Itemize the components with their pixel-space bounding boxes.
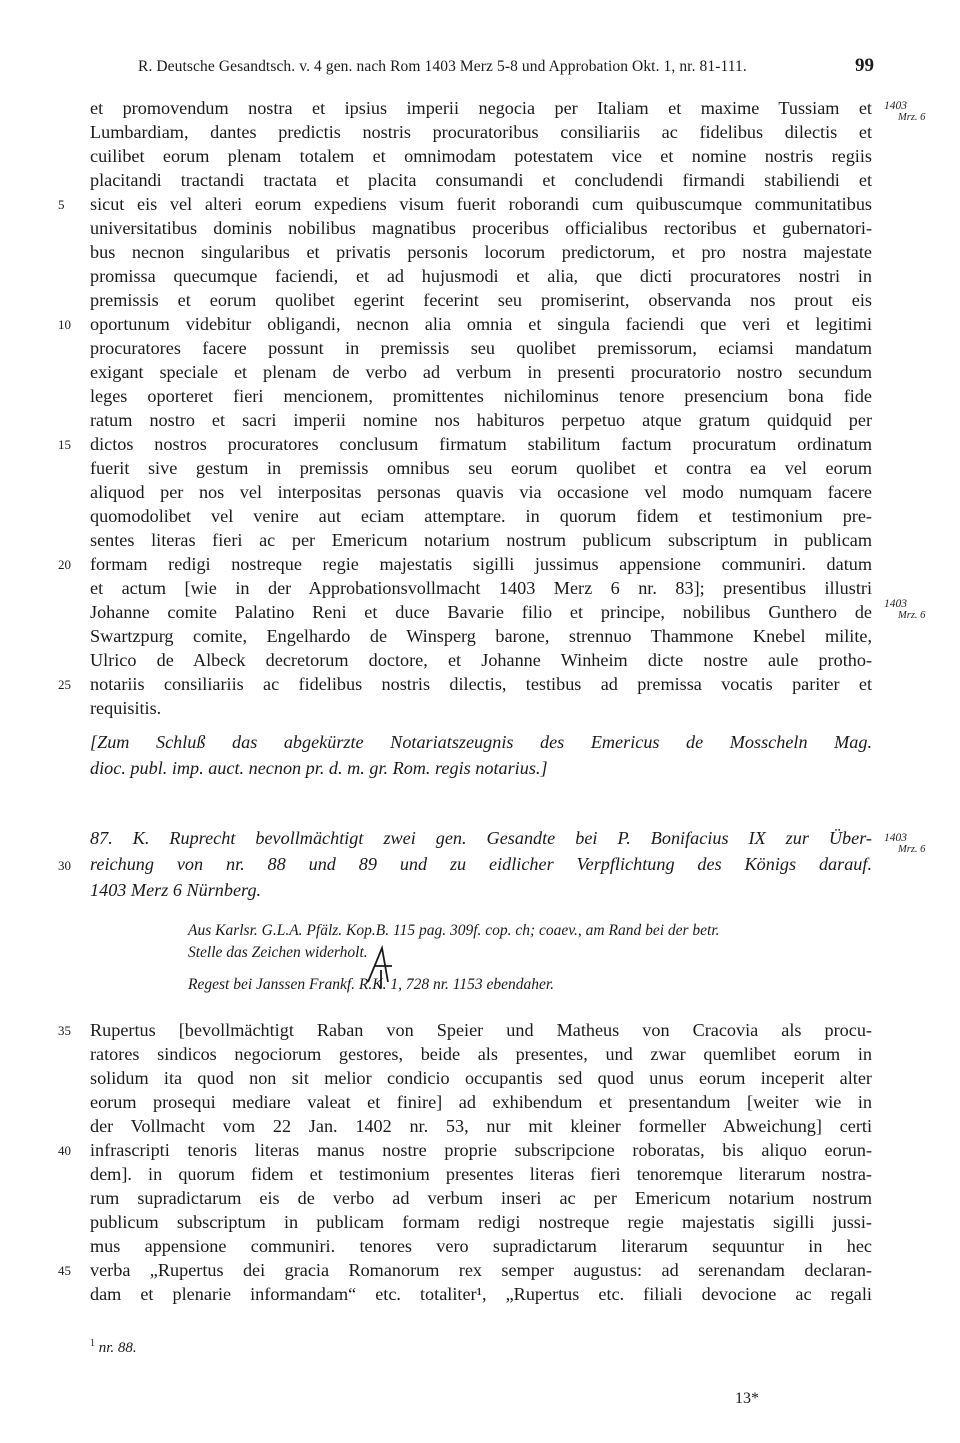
margin-year: 1403: [884, 598, 907, 610]
line-number: 30: [58, 858, 71, 873]
text-line: universitatibus dominis nobilibus magnatibus proceribus officialibus rectoribus et gubernatori-: [90, 218, 872, 238]
margin-year: 1403: [884, 100, 907, 112]
text-line: Swartzpurg comite, Engelhardo de Winsperg barone, strennuo Thammone Knebel milite,: [90, 626, 872, 646]
text-line: promissa quecumque faciendi, et ad hujusmodi et alia, que dicti procuratores nostri in: [90, 266, 872, 286]
text-line: solidum ita quod non sit melior condicio occupantis sed quod unus eorum inceperit alter: [90, 1068, 872, 1088]
text-line: et actum [wie in der Approbationsvollmacht 1403 Merz 6 nr. 83]; presentibus illustri: [90, 578, 872, 598]
text-line: mus appensione communiri. tenores vero supradictarum literarum sequuntur in hec: [90, 1236, 872, 1256]
doc-heading: 1403 Merz 6 Nürnberg.: [90, 880, 262, 900]
footnote-mark: 1: [90, 1338, 95, 1349]
line-number: 25: [58, 677, 71, 692]
text-line: aliquod per nos vel interpositas personas quavis via occasione vel modo numquam facere: [90, 482, 872, 502]
editorial-note: dioc. publ. imp. auct. necnon pr. d. m. gr. Rom. regis notarius.]: [90, 758, 548, 778]
text-line: et promovendum nostra et ipsius imperii negocia per Italiam et maxime Tussiam et: [90, 98, 872, 118]
line-number: 10: [58, 317, 71, 332]
text-line: dictos nostros procuratores conclusum firmatum stabilitum factum procuratum ordinatum: [90, 434, 872, 454]
text-line: Rupertus [bevollmächtigt Raban von Speier und Matheus von Cracovia als procu-: [90, 1020, 872, 1040]
text-line: infrascripti tenoris literas manus nostre proprie subscripcione roboratas, bis aliquo eorun-: [90, 1140, 872, 1160]
text-line: Lumbardiam, dantes predictis nostris procuratoribus consiliariis ac fidelibus dilectis et: [90, 122, 872, 142]
footnote: [90, 1338, 137, 1357]
line-number: 15: [58, 437, 71, 452]
text-line: quomodolibet vel venire aut eciam attemptare. in quorum fidem et testimonium pre-: [90, 506, 872, 526]
text-line: notariis consiliariis ac fidelibus nostris dilectis, testibus ad premissa vocatis pariter et: [90, 674, 872, 694]
text-line: ratores sindicos negociorum gestores, beide als presentes, und zwar quemlibet eorum in: [90, 1044, 872, 1064]
text-line: fuerit sive gestum in premissis omnibus seu eorum quolibet et contra ea vel eorum: [90, 458, 872, 478]
text-line: leges oporteret fieri mencionem, promittentes nichilominus tenore presencium bona fide: [90, 386, 872, 406]
text-line: sicut eis vel alteri eorum expediens visum fuerit roborandi cum quibuscumque communitatibus: [90, 194, 872, 214]
margin-date: Mrz. 6: [898, 112, 926, 123]
printer-signature: 13*: [735, 1390, 759, 1407]
margin-date-note: [884, 832, 925, 856]
regest-note: Regest bei Janssen Frankf. R.K. 1, 728 nr. 1153 ebendaher.: [188, 976, 555, 993]
line-number: 40: [58, 1143, 71, 1158]
line-number: 5: [58, 197, 65, 212]
text-line: cuilibet eorum plenam totalem et omnimodam potestatem vice et nomine nostris regiis: [90, 146, 872, 166]
doc-heading: reichung von nr. 88 und 89 und zu eidlicher Verpflichtung des Königs darauf.: [90, 854, 872, 874]
page-number: 99: [855, 55, 874, 76]
text-line: oportunum videbitur obligandi, necnon alia omnia et singula faciendi que veri et legitimi: [90, 314, 872, 334]
text-line: Ulrico de Albeck decretorum doctore, et Johanne Winheim dicte nostre aule protho-: [90, 650, 872, 670]
margin-date: Mrz. 6: [898, 610, 926, 621]
text-line: publicum subscriptum in publicam formam redigi nostreque regie majestatis sigilli jussi-: [90, 1212, 872, 1232]
line-number: 45: [58, 1263, 71, 1278]
text-line: sentes literas fieri ac per Emericum notarium nostrum publicum subscriptum in publicam: [90, 530, 872, 550]
doc-heading: 87. K. Ruprecht bevollmächtigt zwei gen. Gesandte bei P. Bonifacius IX zur Über-: [90, 828, 872, 848]
line-number: 20: [58, 557, 71, 572]
text-line: procuratores facere possunt in premissis seu quolibet premissorum, eciamsi mandatum: [90, 338, 872, 358]
text-line: bus necnon singularibus et privatis personis locorum predictorum, et pro nostra majestate: [90, 242, 872, 262]
margin-date-note: [884, 598, 925, 622]
text-line: formam redigi nostreque regie majestatis sigilli jussimus appensione communiri. datum: [90, 554, 872, 574]
editorial-note: [Zum Schluß das abgekürzte Notariatszeugnis des Emericus de Mosscheln Mag.: [90, 732, 872, 752]
margin-date-note: [884, 100, 925, 124]
text-line: dem]. in quorum fidem et testimonium presentes literas fieri tenoremque literarum nostra-: [90, 1164, 872, 1184]
text-line: ratum nostro et sacri imperii nomine nos habituros perpetuo atque gratum quidquid per: [90, 410, 872, 430]
text-line: verba „Rupertus dei gracia Romanorum rex semper augustus: ad serenandam declaran-: [90, 1260, 872, 1280]
margin-year: 1403: [884, 832, 907, 844]
text-line: rum supradictarum eis de verbo ad verbum inseri ac per Emericum notarium nostrum: [90, 1188, 872, 1208]
text-line: exigant speciale et plenam de verbo ad verbum in presenti procuratorio nostro secundum: [90, 362, 872, 382]
source-note: Stelle das Zeichen widerholt.: [188, 944, 368, 961]
line-number: 35: [58, 1023, 71, 1038]
text-line: premissis et eorum quolibet egerint fecerint seu promiserint, observanda nos prout eis: [90, 290, 872, 310]
footnote-text: nr. 88.: [98, 1340, 137, 1356]
running-title: R. Deutsche Gesandtsch. v. 4 gen. nach Rom 1403 Merz 5-8 und Approbation Okt. 1, nr. 81-111.: [138, 58, 747, 75]
text-line: dam et plenarie informandam“ etc. totaliter¹, „Rupertus etc. filiali devocione ac regali: [90, 1284, 872, 1304]
text-line: Johanne comite Palatino Reni et duce Bavarie filio et principe, nobilibus Gunthero de: [90, 602, 872, 622]
margin-date: Mrz. 6: [898, 844, 926, 855]
text-line: placitandi tractandi tractata et placita consumandi et concludendi firmandi stabiliendi et: [90, 170, 872, 190]
text-line: requisitis.: [90, 698, 162, 718]
source-note: Aus Karlsr. G.L.A. Pfälz. Kop.B. 115 pag. 309f. cop. ch; coaev., am Rand bei der betr.: [188, 922, 720, 939]
text-line: der Vollmacht vom 22 Jan. 1402 nr. 53, nur mit kleiner formeller Abweichung] certi: [90, 1116, 872, 1136]
text-line: eorum prosequi mediare valeat et finire] ad exhibendum et presentandum [weiter wie in: [90, 1092, 872, 1112]
